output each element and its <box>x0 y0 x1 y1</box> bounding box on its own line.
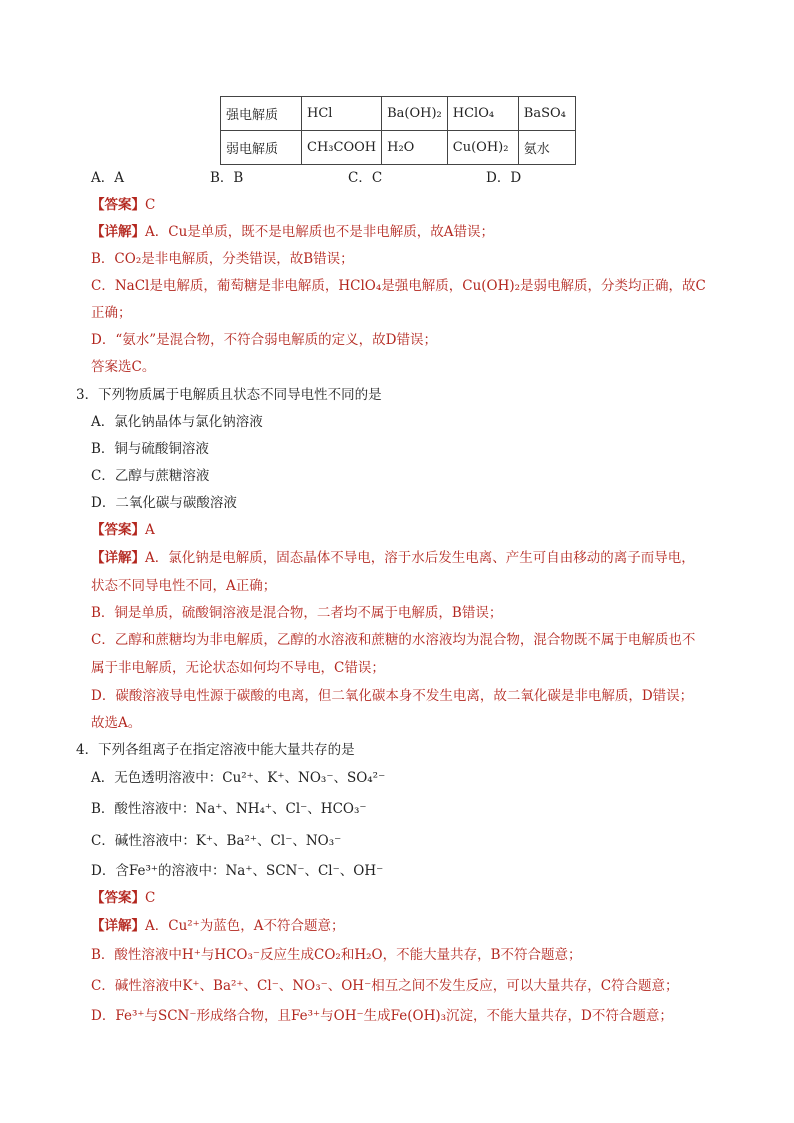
q4-detail-1 <box>91 916 345 936</box>
q2-detail-4: D．“氨水”是混合物，不符合弱电解质的定义，故D错误； <box>91 332 437 348</box>
option-d: D．D <box>486 170 522 186</box>
table-cell: H₂O <box>382 131 448 165</box>
q3-detail-4: D．碳酸溶液导电性源于碳酸的电离，但二氧化碳本身不发生电离，故二氧化碳是非电解质，D错误； <box>91 688 694 704</box>
table-cell: HClO₄ <box>447 97 518 131</box>
q2-detail-1 <box>91 222 494 242</box>
q2-answer <box>91 195 155 215</box>
q4-option-a: A．无色透明溶液中：Cu²⁺、K⁺、NO₃⁻、SO₄²⁻ <box>91 770 386 786</box>
q2-detail-3: C．NaCl是电解质，葡萄糖是非电解质，HClO₄是强电解质，Cu(OH)₂是弱电解质，分类均正确，故C <box>91 278 706 294</box>
table-cell: 强电解质 <box>221 97 302 131</box>
q4-option-c: C．碱性溶液中：K⁺、Ba²⁺、Cl⁻、NO₃⁻ <box>91 833 342 849</box>
detail-tag: 【详解】 <box>91 224 145 240</box>
table-cell: 氨水 <box>518 131 575 165</box>
answer-tag: 【答案】 <box>91 197 145 213</box>
answer-value: A <box>145 522 155 538</box>
detail-text: A．Cu²⁺为蓝色，A不符合题意； <box>145 918 345 934</box>
q3-stem: 3．下列物质属于电解质且状态不同导电性不同的是 <box>76 387 382 403</box>
option-b: B．B <box>210 170 244 186</box>
q4-option-b: B．酸性溶液中：Na⁺、NH₄⁺、Cl⁻、HCO₃⁻ <box>91 801 367 817</box>
answer-value: C <box>145 890 156 906</box>
q4-detail-4: D．Fe³⁺与SCN⁻形成络合物，且Fe³⁺与OH⁻生成Fe(OH)₃沉淀，不能大量共存，D不符合题意； <box>91 1008 673 1024</box>
q3-option-c: C．乙醇与蔗糖溶液 <box>91 468 210 484</box>
table-row <box>221 131 576 165</box>
q3-detail-2: B．铜是单质，硫酸铜溶液是混合物，二者均不属于电解质，B错误； <box>91 605 503 621</box>
answer-value: C <box>145 197 156 213</box>
table-cell: Cu(OH)₂ <box>447 131 518 165</box>
q2-detail-3b: 正确； <box>91 305 132 321</box>
q3-option-b: B．铜与硫酸铜溶液 <box>91 441 209 457</box>
detail-text: A．氯化钠是电解质，固态晶体不导电，溶于水后发生电离、产生可自由移动的离子而导电， <box>145 550 695 566</box>
q3-detail-5: 故选A。 <box>91 715 142 731</box>
q3-detail-3: C．乙醇和蔗糖均为非电解质，乙醇的水溶液和蔗糖的水溶液均为混合物，混合物既不属于电解质也不 <box>91 632 696 648</box>
q2-detail-2: B．CO₂是非电解质，分类错误，故B错误； <box>91 251 354 267</box>
table-cell: Ba(OH)₂ <box>382 97 448 131</box>
answer-tag: 【答案】 <box>91 522 145 538</box>
table-row <box>221 97 576 131</box>
option-a: A．A <box>91 170 124 186</box>
q4-detail-3: C．碱性溶液中K⁺、Ba²⁺、Cl⁻、NO₃⁻、OH⁻相互之间不发生反应，可以大量共存，C符合题意； <box>91 978 679 994</box>
q3-option-a: A．氯化钠晶体与氯化钠溶液 <box>91 414 263 430</box>
table-cell: 弱电解质 <box>221 131 302 165</box>
q4-stem: 4．下列各组离子在指定溶液中能大量共存的是 <box>76 742 355 758</box>
detail-tag: 【详解】 <box>91 918 145 934</box>
q2-detail-5: 答案选C。 <box>91 359 156 375</box>
answer-tag: 【答案】 <box>91 890 145 906</box>
q3-detail-1 <box>91 548 695 568</box>
q3-detail-1b: 状态不同导电性不同，A正确； <box>91 578 277 594</box>
detail-text: A．Cu是单质，既不是电解质也不是非电解质，故A错误； <box>145 224 495 240</box>
table-cell: HCl <box>302 97 382 131</box>
q3-option-d: D．二氧化碳与碳酸溶液 <box>91 495 237 511</box>
q4-option-d: D．含Fe³⁺的溶液中：Na⁺、SCN⁻、Cl⁻、OH⁻ <box>91 863 384 879</box>
q4-detail-2: B．酸性溶液中H⁺与HCO₃⁻反应生成CO₂和H₂O，不能大量共存，B不符合题意； <box>91 947 582 963</box>
q3-detail-3b: 属于非电解质，无论状态如何均不导电，C错误； <box>91 660 385 676</box>
table-cell: CH₃COOH <box>302 131 382 165</box>
electrolyte-table <box>220 96 576 165</box>
q4-answer <box>91 888 155 908</box>
q3-answer <box>91 520 155 540</box>
table-cell: BaSO₄ <box>518 97 575 131</box>
detail-tag: 【详解】 <box>91 550 145 566</box>
option-c: C．C <box>348 170 383 186</box>
